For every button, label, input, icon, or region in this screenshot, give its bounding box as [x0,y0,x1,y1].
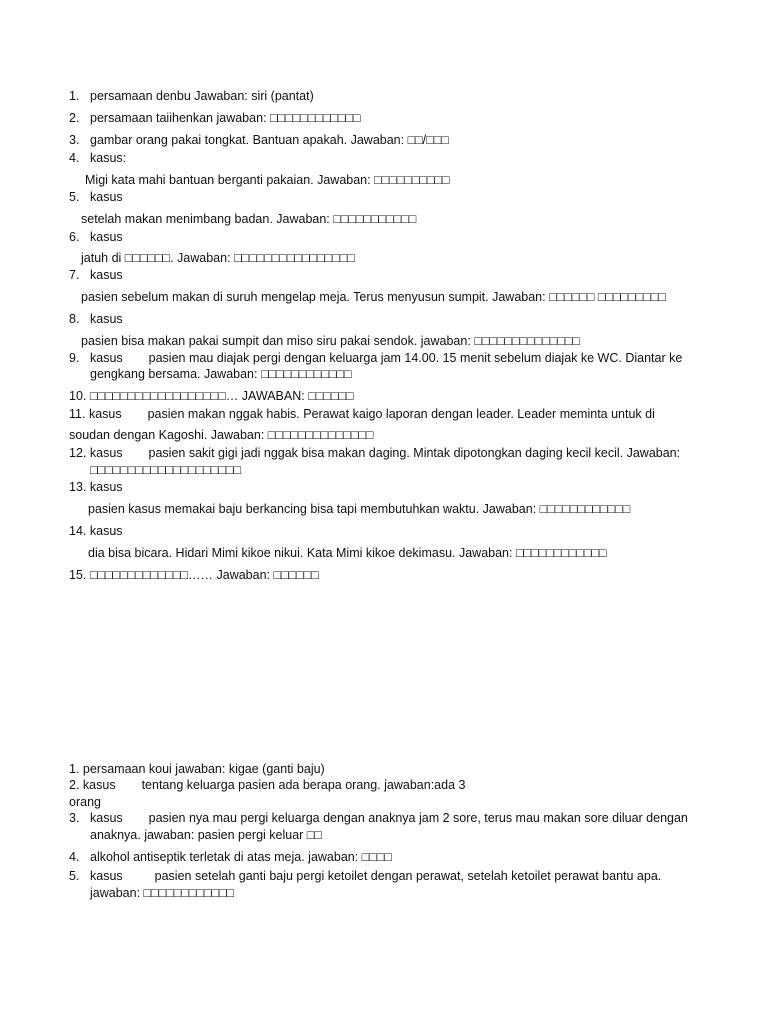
item-label: kasus [90,351,123,365]
item-text: pasien mau diajak pergi dengan keluarga jam 14.00. 15 menit sebelum diajak ke WC. Diantar ke [148,351,683,365]
item-label: kasus [82,778,116,792]
item-number: 10. [69,389,87,403]
s2-question-2 [69,777,465,793]
question-5-label [69,189,123,205]
s2-question-3 [69,810,688,826]
item-label: kasus [89,480,123,494]
item-number: 11. [69,407,86,421]
question-5-text: setelah makan menimbang badan. Jawaban: □□□□□□□□□□□ [81,212,417,226]
item-number: 5. [69,190,80,204]
item-number: 3. [69,133,80,147]
item-number: 12. [69,446,87,460]
question-11 [69,406,655,422]
item-number: 9. [69,351,80,365]
item-label: kasus: [90,151,127,165]
item-text: □□□□□□□□□□□□□□□□□□… JAWABAN: □□□□□□ [89,389,354,403]
item-number: 2. [69,778,80,792]
question-15 [69,567,319,583]
s2-question-5-continuation: jawaban: □□□□□□□□□□□□ [90,886,235,900]
item-label: kasus [89,524,123,538]
question-4-label [69,150,126,166]
item-label: kasus [90,268,123,282]
question-6-label [69,229,123,245]
item-number: 6. [69,230,80,244]
item-text: tentang keluarga pasien ada berapa orang. jawaban:ada 3 [141,778,466,792]
item-text: pasien setelah ganti baju pergi ketoilet dengan perawat, setelah ketoilet perawat bantu apa. [154,869,662,883]
s2-question-2-continuation: orang [69,795,101,809]
item-label: kasus [90,869,123,883]
question-4-text: Migi kata mahi bantuan berganti pakaian. Jawaban: □□□□□□□□□□ [85,173,450,187]
question-8-text: pasien bisa makan pakai sumpit dan miso siru pakai sendok. jawaban: □□□□□□□□□□□□□□ [81,334,580,348]
item-text: □□□□□□□□□□□□□…… Jawaban: □□□□□□ [89,568,319,582]
item-number: 14. [69,524,87,538]
s2-question-4 [69,849,392,865]
question-9-continuation: gengkang bersama. Jawaban: □□□□□□□□□□□□ [90,367,352,381]
item-label: kasus [89,446,123,460]
question-13-text: pasien kasus memakai baju berkancing bisa tapi membutuhkan waktu. Jawaban: □□□□□□□□□□□□ [88,502,631,516]
s2-question-1: 1. persamaan koui jawaban: kigae (ganti baju) [69,762,325,776]
item-number: 4. [69,850,80,864]
item-text: alkohol antiseptik terletak di atas meja. jawaban: □□□□ [90,850,392,864]
item-number: 7. [69,268,80,282]
item-label: kasus [90,312,123,326]
question-6-text: jatuh di □□□□□□. Jawaban: □□□□□□□□□□□□□□□□ [81,251,355,265]
item-text: persamaan denbu Jawaban: siri (pantat) [90,89,314,103]
question-1 [69,88,314,104]
question-2 [69,110,361,126]
question-14-label [69,523,123,539]
item-label: kasus [90,230,123,244]
question-9 [69,350,682,366]
item-text: pasien nya mau pergi keluarga dengan anaknya jam 2 sore, terus mau makan sore diluar dengan [148,811,688,825]
question-3 [69,132,449,148]
item-number: 1. [69,89,80,103]
item-number: 5. [69,869,80,883]
question-10 [69,388,354,404]
question-14-text: dia bisa bicara. Hidari Mimi kikoe nikui. Kata Mimi kikoe dekimasu. Jawaban: □□□□□□□□□□□□ [88,546,607,560]
question-7-text: pasien sebelum makan di suruh mengelap meja. Terus menyusun sumpit. Jawaban: □□□□□□ □□□□□□□□□ [81,290,666,304]
item-number: 15. [69,568,87,582]
item-number: 8. [69,312,80,326]
item-label: kasus [88,407,122,421]
question-7-label [69,267,123,283]
item-number: 2. [69,111,80,125]
item-label: kasus [90,811,123,825]
item-number: 13. [69,480,87,494]
item-label: kasus [90,190,123,204]
question-11-continuation: soudan dengan Kagoshi. Jawaban: □□□□□□□□□□□□□□ [69,428,374,442]
question-8-label [69,311,123,327]
item-number: 4. [69,151,80,165]
item-text: pasien makan nggak habis. Perawat kaigo laporan dengan leader. Leader meminta untuk di [147,407,655,421]
s2-question-3-continuation: anaknya. jawaban: pasien pergi keluar □□ [90,828,322,842]
question-12 [69,445,680,461]
item-text: persamaan taiihenkan jawaban: □□□□□□□□□□□□ [90,111,361,125]
item-text: pasien sakit gigi jadi nggak bisa makan daging. Mintak dipotongkan daging kecil kecil. Jawaban: [148,446,681,460]
question-12-continuation: □□□□□□□□□□□□□□□□□□□□ [90,463,242,477]
s2-question-5 [69,868,661,884]
item-text: gambar orang pakai tongkat. Bantuan apakah. Jawaban: □□/□□□ [90,133,449,147]
question-13-label [69,479,123,495]
item-number: 3. [69,811,80,825]
